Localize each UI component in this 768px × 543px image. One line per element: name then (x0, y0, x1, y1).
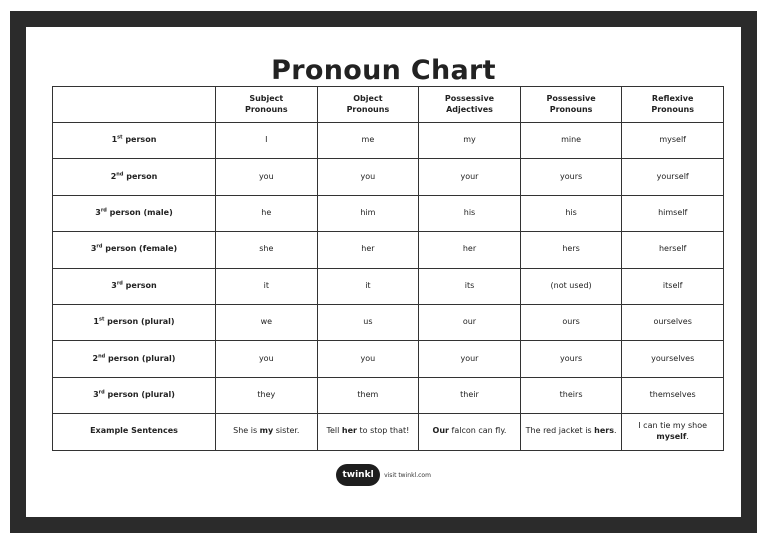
table-row (53, 195, 724, 231)
table-cell: it (216, 268, 318, 304)
table-cell: (not used) (520, 268, 622, 304)
table-cell: their (419, 377, 521, 413)
header-subject-pronouns: Subject Pronouns (216, 87, 318, 123)
page-title: Pronoun Chart (271, 55, 496, 86)
table-cell: hers (520, 232, 622, 268)
table-cell: his (419, 195, 521, 231)
table-cell: your (419, 341, 521, 377)
table-cell: ourselves (622, 304, 724, 340)
example-cell-reflexive: I can tie my shoe myself. (622, 414, 724, 450)
example-cell-object: Tell her to stop that! (317, 414, 419, 450)
twinkl-logo[interactable]: twinkl (336, 464, 380, 486)
table-cell: us (317, 304, 419, 340)
example-sentences-row (53, 414, 724, 450)
table-cell: its (419, 268, 521, 304)
row-label: 3rd person (female) (53, 232, 216, 268)
table-cell: herself (622, 232, 724, 268)
table-row (53, 232, 724, 268)
table-cell: you (317, 159, 419, 195)
header-possessive-pronouns: Possessive Pronouns (520, 87, 622, 123)
table-cell: his (520, 195, 622, 231)
row-label: 3rd person (male) (53, 195, 216, 231)
header-row (53, 87, 724, 123)
row-label: 3rd person (53, 268, 216, 304)
table-cell: myself (622, 123, 724, 159)
table-cell: it (317, 268, 419, 304)
table-cell: yours (520, 341, 622, 377)
table-cell: my (419, 123, 521, 159)
table-cell: he (216, 195, 318, 231)
table-cell: me (317, 123, 419, 159)
table-row (53, 377, 724, 413)
table-cell: they (216, 377, 318, 413)
row-label: 3rd person (plural) (53, 377, 216, 413)
footer (26, 464, 741, 486)
table-cell: I (216, 123, 318, 159)
table-cell: her (317, 232, 419, 268)
table-row (53, 268, 724, 304)
chart-sheet (26, 27, 741, 517)
table-cell: himself (622, 195, 724, 231)
table-row (53, 304, 724, 340)
table-cell: your (419, 159, 521, 195)
header-possessive-adjectives: Possessive Adjectives (419, 87, 521, 123)
table-cell: our (419, 304, 521, 340)
table-cell: him (317, 195, 419, 231)
table-cell: itself (622, 268, 724, 304)
row-label: 1st person (plural) (53, 304, 216, 340)
corner-cell (53, 87, 216, 123)
table-row (53, 341, 724, 377)
example-cell-possessive-pronoun: The red jacket is hers. (520, 414, 622, 450)
table-cell: you (216, 341, 318, 377)
table-cell: you (216, 159, 318, 195)
table-cell: her (419, 232, 521, 268)
header-object-pronouns: Object Pronouns (317, 87, 419, 123)
table-cell: yourselves (622, 341, 724, 377)
table-cell: mine (520, 123, 622, 159)
table-cell: theirs (520, 377, 622, 413)
example-cell-subject: She is my sister. (216, 414, 318, 450)
table-cell: themselves (622, 377, 724, 413)
table-cell: them (317, 377, 419, 413)
row-label: 1st person (53, 123, 216, 159)
table-cell: yours (520, 159, 622, 195)
row-label: Example Sentences (53, 414, 216, 450)
table-row (53, 159, 724, 195)
table-cell: she (216, 232, 318, 268)
header-reflexive-pronouns: Reflexive Pronouns (622, 87, 724, 123)
row-label: 2nd person (53, 159, 216, 195)
visit-link[interactable]: visit twinkl.com (384, 471, 431, 479)
table-cell: ours (520, 304, 622, 340)
pronoun-table (52, 86, 724, 451)
table-cell: yourself (622, 159, 724, 195)
table-cell: you (317, 341, 419, 377)
table-row (53, 123, 724, 159)
example-cell-possessive-adjective: Our falcon can fly. (419, 414, 521, 450)
table-cell: we (216, 304, 318, 340)
page-frame (10, 11, 757, 533)
row-label: 2nd person (plural) (53, 341, 216, 377)
